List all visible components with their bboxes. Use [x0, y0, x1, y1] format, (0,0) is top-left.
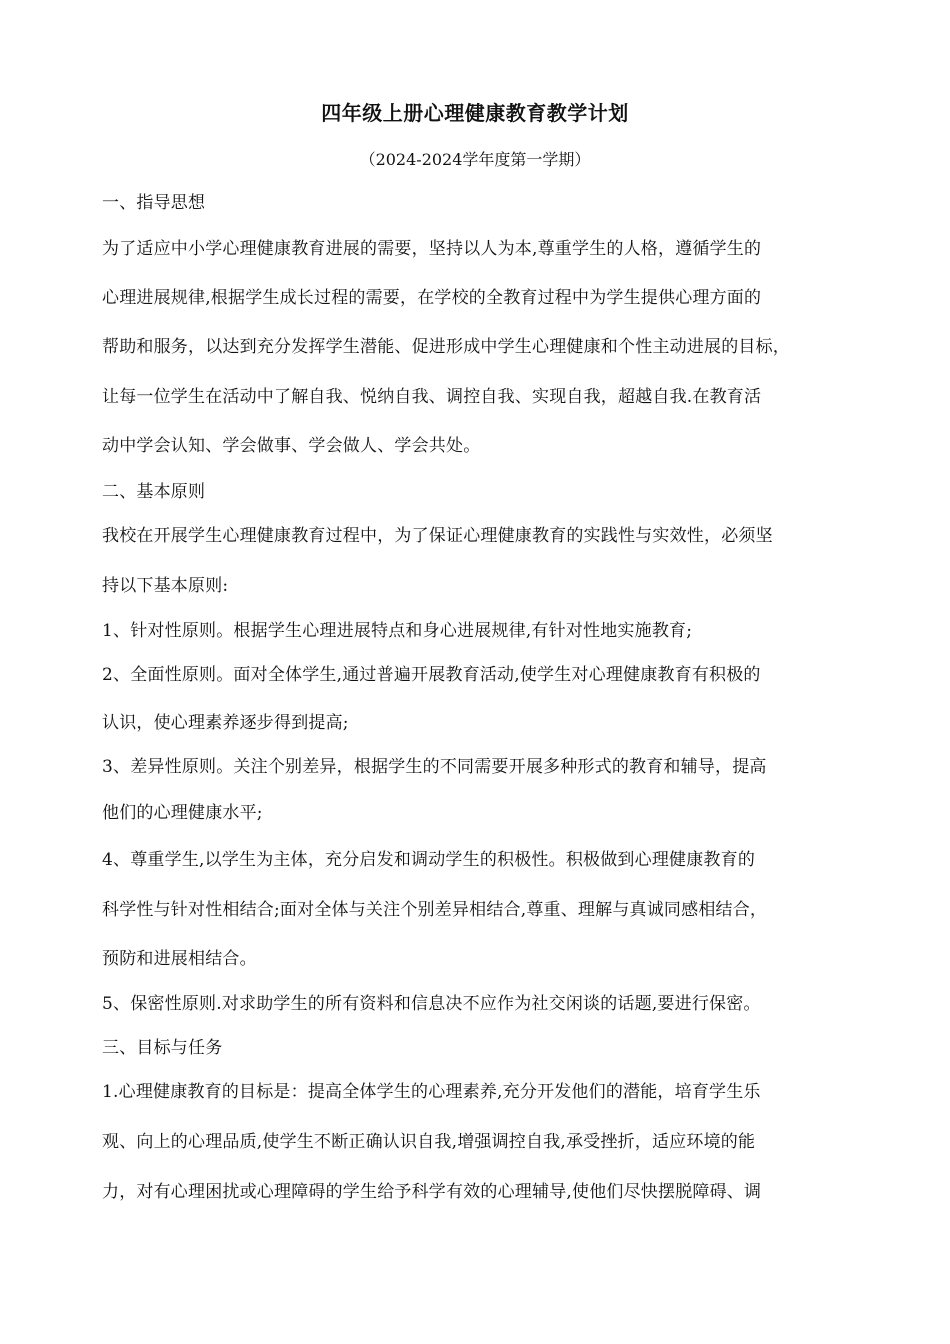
- section-heading-guiding-thought: 一、指导思想: [102, 193, 206, 213]
- paragraph-line: 我校在开展学生心理健康教育过程中，为了保证心理健康教育的实践性与实效性，必须坚: [102, 526, 773, 546]
- list-item-line: 预防和进展相结合。: [102, 949, 257, 969]
- document-subtitle: （2024-2024学年度第一学期）: [359, 150, 591, 169]
- paragraph-line: 观、向上的心理品质,使学生不断正确认识自我,增强调控自我,承受挫折，适应环境的能: [102, 1132, 756, 1152]
- list-item-line: 1、针对性原则。根据学生心理进展特点和身心进展规律,有针对性地实施教育;: [102, 621, 693, 641]
- paragraph-line: 为了适应中小学心理健康教育进展的需要，坚持以人为本,尊重学生的人格，遵循学生的: [102, 239, 762, 259]
- list-item-line: 5、保密性原则.对求助学生的所有资料和信息决不应作为社交闲谈的话题,要进行保密。: [102, 994, 761, 1014]
- list-item-line: 2、全面性原则。面对全体学生,通过普遍开展教育活动,使学生对心理健康教育有积极的: [102, 665, 761, 685]
- list-item-line: 3、差异性原则。关注个别差异，根据学生的不同需要开展多种形式的教育和辅导，提高: [102, 757, 767, 777]
- list-item-line: 4、尊重学生,以学生为主体，充分启发和调动学生的积极性。积极做到心理健康教育的: [102, 850, 756, 870]
- paragraph-line: 心理进展规律,根据学生成长过程的需要，在学校的全教育过程中为学生提供心理方面的: [102, 288, 762, 308]
- paragraph-line: 让每一位学生在活动中了解自我、悦纳自我、调控自我、实现自我，超越自我.在教育活: [102, 387, 762, 407]
- paragraph-line: 动中学会认知、学会做事、学会做人、学会共处。: [102, 436, 481, 456]
- list-item-line: 他们的心理健康水平;: [102, 803, 263, 823]
- list-item-line: 认识，使心理素养逐步得到提高;: [102, 713, 349, 733]
- section-heading-basic-principles: 二、基本原则: [102, 482, 206, 502]
- list-item-line: 科学性与针对性相结合;面对全体与关注个别差异相结合,尊重、理解与真诚同感相结合，: [102, 900, 768, 920]
- document-title: 四年级上册心理健康教育教学计划: [321, 101, 629, 125]
- paragraph-line: 持以下基本原则:: [102, 576, 229, 596]
- paragraph-line: 1.心理健康教育的目标是：提高全体学生的心理素养,充分开发他们的潜能，培育学生乐: [102, 1082, 761, 1102]
- section-heading-goals-tasks: 三、目标与任务: [102, 1038, 223, 1058]
- paragraph-line: 帮助和服务，以达到充分发挥学生潜能、促进形成中学生心理健康和个性主动进展的目标，: [102, 337, 790, 357]
- paragraph-line: 力，对有心理困扰或心理障碍的学生给予科学有效的心理辅导,使他们尽快摆脱障碍、调: [102, 1182, 762, 1202]
